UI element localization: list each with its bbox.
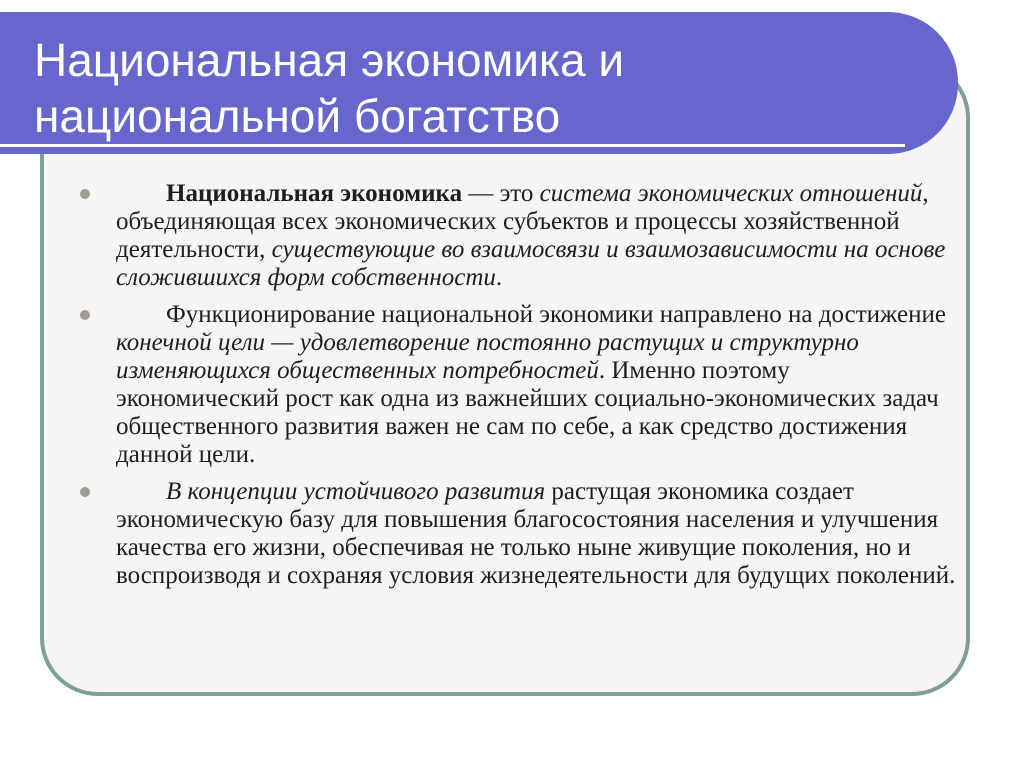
- bullet-dot-icon: [80, 189, 90, 199]
- title-line-2: национальной богатство: [34, 90, 561, 142]
- title-bar: [0, 12, 958, 154]
- bullet-item: [78, 301, 958, 469]
- segment: система экономических отношений: [539, 180, 923, 207]
- segment: существующие во взаимосвязи и взаимозависимости на основе сложившихся форм собственности: [116, 236, 946, 291]
- segment: Функционирование национальной экономики направлено на достижение: [166, 301, 946, 328]
- bullet-list: [78, 180, 958, 599]
- segment: . Именно поэтому экономический рост как одна из важнейших социально-экономических задач общественного развития важен не сам по себе, а как средство достижения данной цели.: [116, 357, 939, 468]
- slide-title: [34, 32, 934, 144]
- segment: .: [495, 264, 503, 291]
- bullet-dot-icon: [80, 487, 90, 497]
- title-underline: [0, 144, 905, 147]
- segment: — это: [462, 180, 540, 207]
- segment: , объединяющая всех экономических субъектов и процессы хозяйственной деятельности,: [116, 180, 929, 263]
- bullet-item: [78, 180, 958, 292]
- title-line-1: Национальная экономика и: [34, 34, 625, 86]
- segment: конечной цели — удовлетворение постоянно растущих и структурно изменяющихся общественных потребностей: [116, 329, 859, 384]
- bullet-dot-icon: [80, 310, 90, 320]
- segment: растущая экономика создает экономическую базу для повышения благосостояния населения и улучшения качества его жизни, обеспечивая не только ныне живущие поколения, но и воспроизводя и сохраняя условия жизнедеятельности для будущих поколений.: [116, 478, 956, 589]
- segment: В концепции устойчивого развития: [166, 478, 546, 505]
- bullet-item: [78, 478, 958, 590]
- segment: Национальная экономика: [166, 180, 463, 207]
